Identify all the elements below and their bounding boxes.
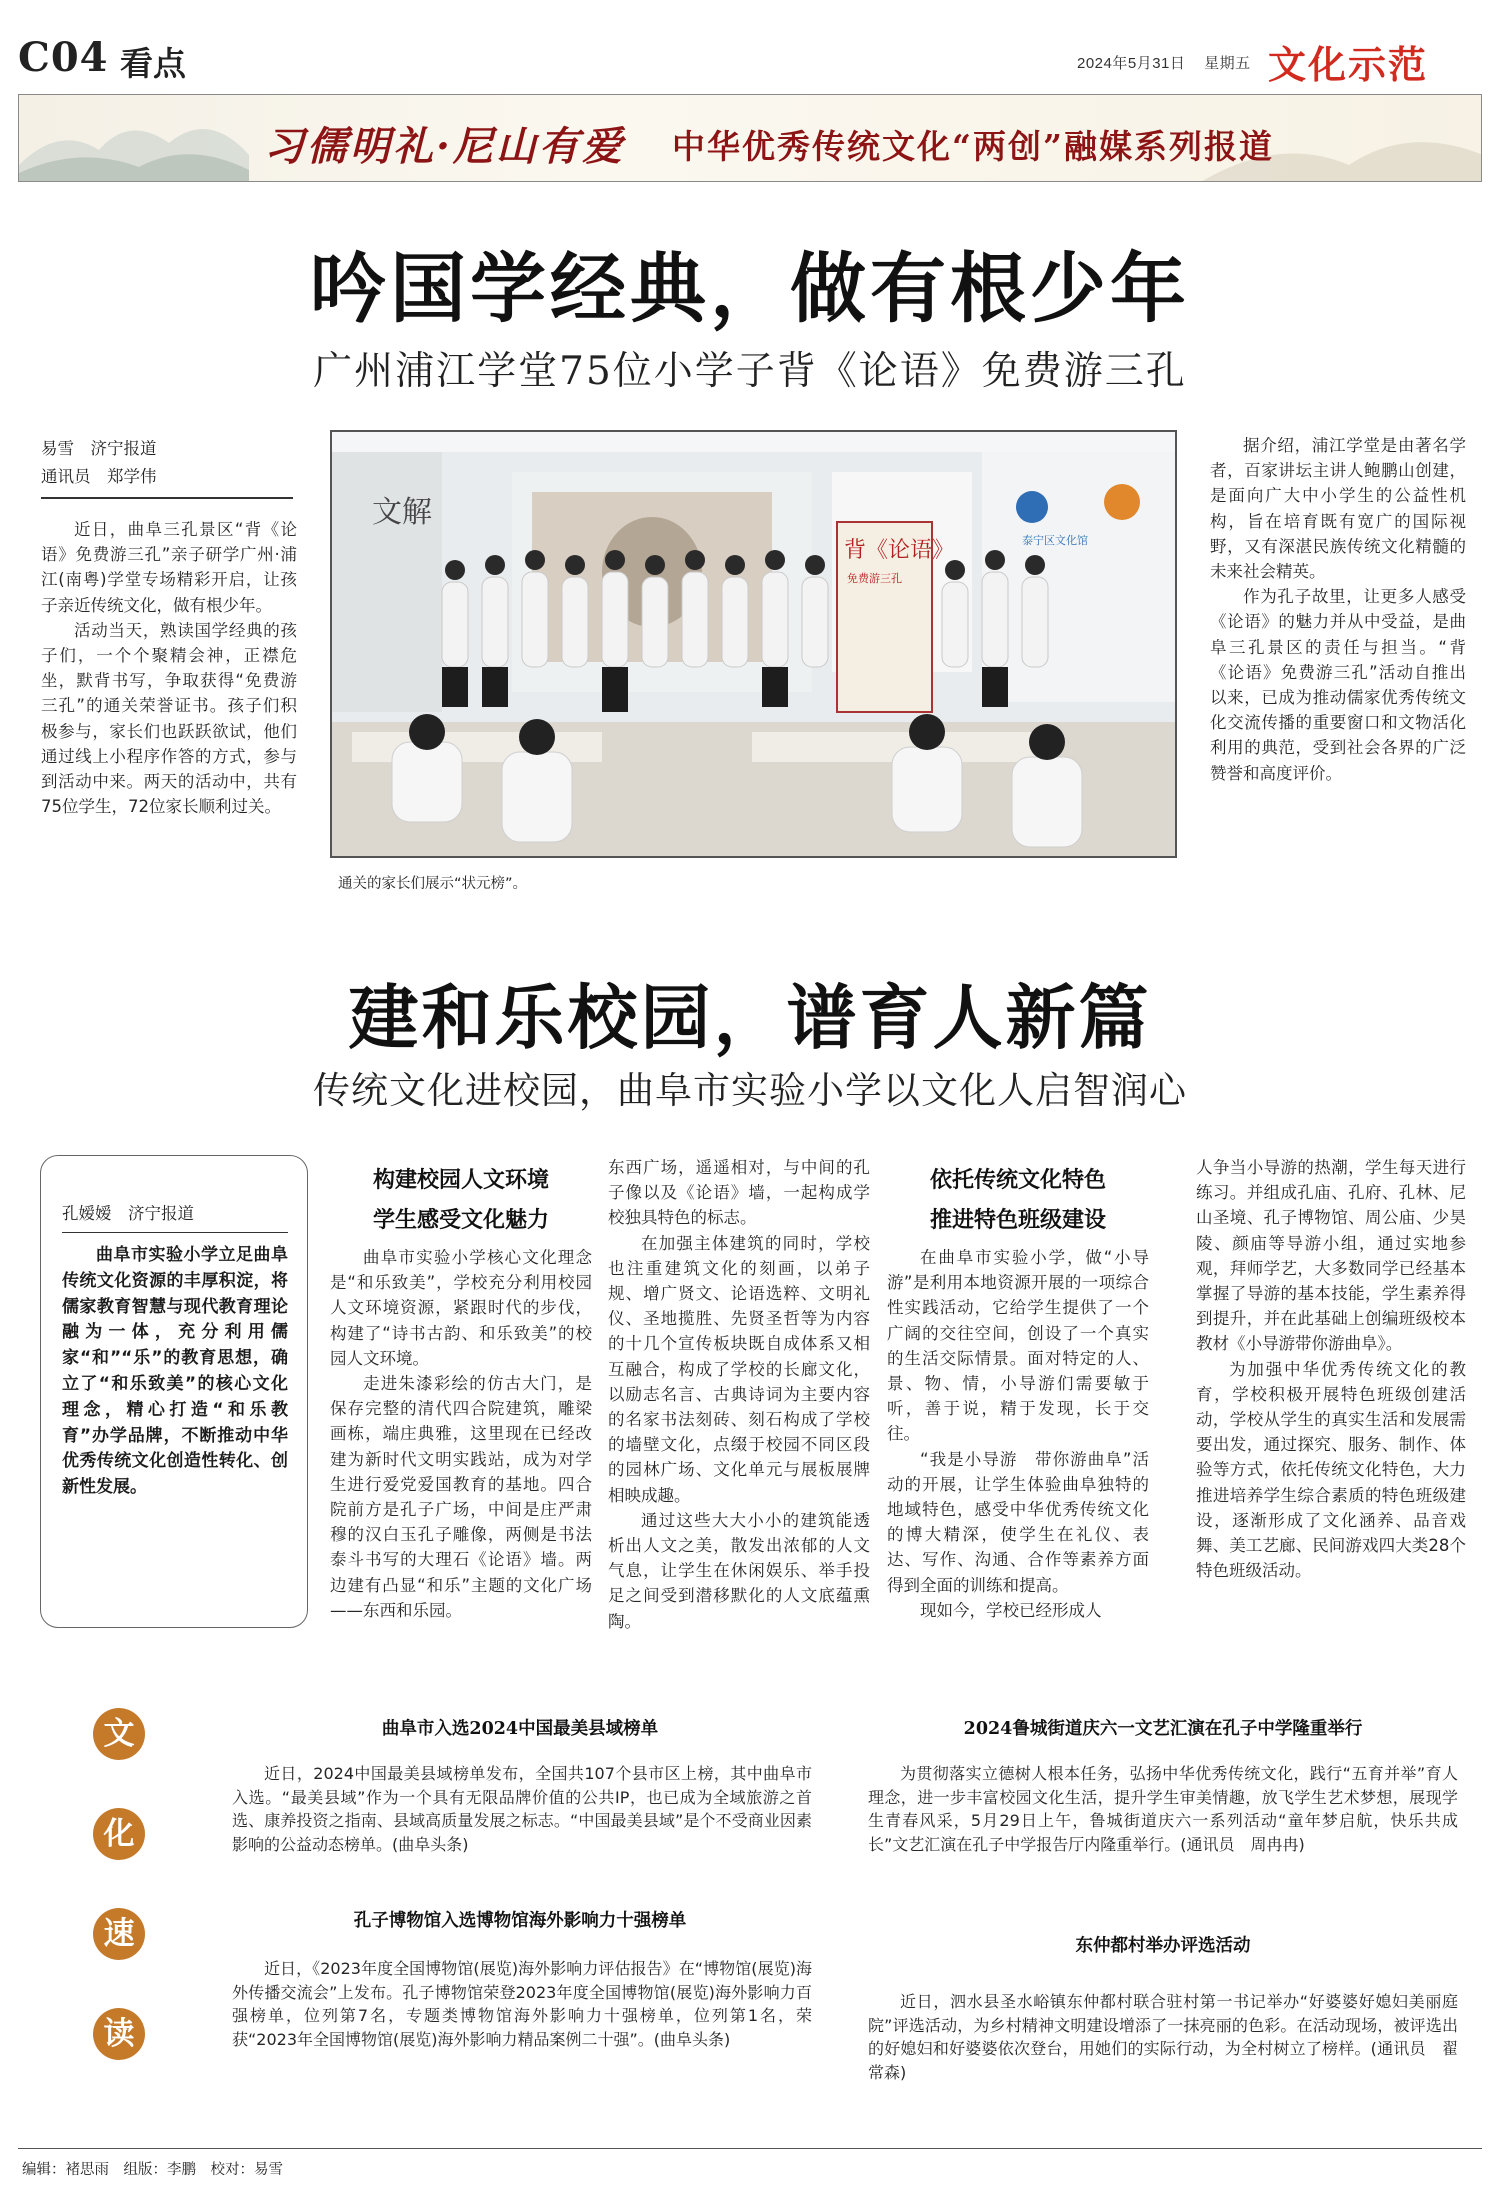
brief-title: 2024鲁城街道庆六一文艺汇演在孔子中学隆重举行 [963,1719,1363,1739]
headline-1: 吟国学经典，做有根少年 [310,244,1190,333]
digest-label-char: 文 [93,1708,145,1760]
paragraph: 现如今，学校已经形成人 [920,1600,1102,1620]
subheadline-1: 广州浦江学堂75位小学子背《论语》免费游三孔 [313,349,1187,394]
paragraph: 曲阜市实验小学核心文化理念是“和乐致美”，学校充分利用校园人文环境资源，紧跟时代的步伐，构建了“诗书古韵、和乐致美”的校园人文环境。 [330,1248,592,1368]
byline-correspondent: 通讯员 郑学伟 [41,467,157,486]
brief-text: 为贯彻落实立德树人根本任务，弘扬中华优秀传统文化，践行“五育并举”育人理念，进一步丰富校园文化生活，提升学生审美情趣，放飞学生艺术梦想，展现学生青春风采，5月29日上午，鲁城街道庆六一系列活动“童年梦启航，快乐共成长”文艺汇演在孔子中学报告厅内隆重举行。(通讯员 周冉冉) [868,1764,1458,1854]
article1-right-column [1210,433,1466,786]
brief-title: 曲阜市入选2024中国最美县域榜单 [381,1719,659,1739]
article2-column-3 [887,1245,1149,1623]
byline-2: 孔嫒嫒 济宁报道 [62,1204,194,1223]
editor-credits: 编辑：褚思雨 组版：李鹏 校对：易雪 [22,2162,283,2178]
board-subtitle: 免费游三孔 [847,572,902,585]
subhead-line: 构建校园人文环境 [372,1167,549,1193]
paragraph: 作为孔子故里，让更多人感受《论语》的魅力并从中受益，是曲阜三孔景区的责任与担当。“背《论语》免费游三孔”活动自推出以来，已成为推动儒家优秀传统文化交流传播的重要窗口和文物活化利用的典范，受到社会各界的广泛赞誉和高度评价。 [1210,587,1466,783]
article2-column-2 [608,1155,870,1634]
article2-column-4 [1196,1155,1466,1583]
digest-label-char: 化 [93,1808,145,1860]
date: 2024年5月31日 [1077,55,1186,72]
byline-reporter: 易雪 济宁报道 [41,439,157,458]
paragraph: “我是小导游 带你游曲阜”活动的开展，让学生体验曲阜独特的地域特色，感受中华优秀传统文化的博大精深，使学生在礼仪、表达、写作、沟通、合作等素养方面得到全面的训练和提高。 [887,1449,1149,1595]
paragraph: 近日，曲阜三孔景区“背《论语》免费游三孔”亲子研学广州·浦江(南粤)学堂专场精彩开启，让孩子亲近传统文化，做有根少年。 [41,520,297,615]
paragraph: 在加强主体建筑的同时，学校也注重建筑文化的刻画，以弟子规、增广贤文、论语选粹、文明礼仪、圣地揽胜、先贤圣哲等为内容的十几个宣传板块既自成体系又相互融合，构成了学校的长廊文化，以励志名言、古典诗词为主要内容的名家书法刻砖、刻石构成了学校的墙壁文化，点缀于校园不同区段的园林广场、文化单元与展板展牌相映成趣。 [608,1233,870,1505]
subhead-line: 推进特色班级建设 [929,1207,1106,1233]
digest-label-char: 速 [93,1908,145,1960]
paragraph: 为加强中华优秀传统文化的教育，学校积极开展特色班级创建活动，学校从学生的真实生活和发展需要出发，通过探究、服务、制作、体验等方式，依托传统文化特色，大力推进培养学生综合素质的特色班级建设，逐渐形成了文化涵养、品音戏舞、美工艺廊、民间游戏四大类28个特色班级活动。 [1196,1359,1466,1581]
board-title: 背《论语》 [844,538,955,563]
section-name: 看点 [120,44,186,83]
brief-text: 近日，《2023年度全国博物馆(展览)海外影响力评估报告》在“博物馆(展览)海外传播交流会”上发布。孔子博物馆荣登2023年度全国博物馆(展览)海外影响力百强榜单，位列第7名，专题类博物馆海外影响力十强榜单，位列第1名，荣获“2023年全国博物馆(展览)海外影响力精品案例二十强”。(曲阜头条) [232,1959,812,2049]
subhead-line: 学生感受文化魅力 [372,1207,549,1233]
headline-2: 建和乐校园，谱育人新篇 [348,976,1152,1059]
subhead-1 [330,1160,592,1240]
byline-1 [41,435,293,491]
brief-text: 近日，泗水县圣水峪镇东仲都村联合驻村第一书记举办“好婆婆好媳妇美丽庭院”评选活动，为乡村精神文明建设增添了一抹亮丽的色彩。在活动现场，被评选出的好媳妇和好婆婆依次登台，用她们的实际行动，为全村树立了榜样。(通讯员 翟常森) [868,1992,1458,2082]
subhead-line: 依托传统文化特色 [929,1167,1106,1193]
paragraph: 据介绍，浦江学堂是由著名学者，百家讲坛主讲人鲍鹏山创建，是面向广大中小学生的公益性机构，旨在培育既有宽广的国际视野，又有深湛民族传统文化精髓的未来社会精英。 [1210,436,1466,582]
paragraph: 通过这些大大小小的建筑能透析出人文之美，散发出浓郁的人文气息，让学生在休闲娱乐、举手投足之间受到潜移默化的人文底蕴熏陶。 [608,1510,870,1631]
news-photo [330,430,1177,858]
photo-caption: 通关的家长们展示“状元榜”。 [338,876,528,892]
series-banner [18,94,1482,182]
article1-left-column [41,517,297,819]
subheadline-2: 传统文化进校园，曲阜市实验小学以文化人启智润心 [313,1069,1187,1112]
page-number: C04 [18,34,109,81]
brief-title: 孔子博物馆入选博物馆海外影响力十强榜单 [353,1911,687,1931]
brief-text: 近日，2024中国最美县域榜单发布，全国共107个县市区上榜，其中曲阜市入选。“最美县域”作为一个具有无限品牌价值的公共IP，也已成为全域旅游之首选、康养投资之指南、县域高质量发展之标志。“中国最美县域”是个不受商业因素影响的公益动态榜单。(曲阜头条) [232,1764,812,1854]
wall-calligraphy: 文解 [372,495,432,530]
brief-title: 东仲都村举办评选活动 [1075,1936,1251,1956]
paragraph: 在曲阜市实验小学，做“小导游”是利用本地资源开展的一项综合性实践活动，它给学生提供了一个广阔的交往空间，创设了一个真实的生活交际情景。面对特定的人、景、物、情，小导游们需要敏于听，善于说，精于发现，长于交往。 [887,1248,1149,1444]
digest-label-char: 读 [93,2008,145,2060]
wall-logo-text: 泰宁区文化馆 [1022,534,1088,547]
paragraph: 东西广场，遥遥相对，与中间的孔子像以及《论语》墙，一起构成学校独具特色的标志。 [608,1158,870,1228]
paragraph: 人争当小导游的热潮，学生每天进行练习。并组成孔庙、孔府、孔林、尼山圣境、孔子博物馆、周公庙、少昊陵、颜庙等导游小组，通过实地参观，拜师学艺，大多数同学已经基本掌握了导游的基本技能，学生素养得到提升，并在此基础上创编班级校本教材《小导游带你游曲阜》。 [1196,1158,1466,1354]
subhead-2 [887,1160,1149,1240]
byline-divider [41,497,293,499]
paragraph: 活动当天，熟读国学经典的孩子们，一个个聚精会神，正襟危坐，默背书写，争取获得“免费游三孔”的通关荣誉证书。孩子们积极参与，家长们也跃跃欲试，他们通过线上小程序作答的方式，参与到活动中来。两天的活动中，共有75位学生，72位家长顺利过关。 [41,620,297,817]
footer-divider [18,2148,1482,2149]
classroom-photo-illustration [332,432,1177,858]
weekday: 星期五 [1204,55,1251,72]
byline-divider [62,1232,288,1233]
article2-column-1 [330,1245,592,1623]
banner-series-title: 中华优秀传统文化“两创”融媒系列报道 [672,127,1274,166]
article2-intro: 曲阜市实验小学立足曲阜传统文化资源的丰厚积淀，将儒家教育智慧与现代教育理论融为一体，充分利用儒家“和”“乐”的教育思想，确立了“和乐致美”的核心文化理念，精心打造“和乐教育”办学品牌，不断推动中华优秀传统文化创造性转化、创新性发展。 [62,1245,288,1498]
issue-date [1077,52,1251,73]
paragraph: 走进朱漆彩绘的仿古大门，是保存完整的清代四合院建筑，雕梁画栋，端庄典雅，这里现在已经改建为新时代文明实践站，成为对学生进行爱党爱国教育的基地。四合院前方是孔子广场，中间是庄严肃穆的汉白玉孔子雕像，两侧是书法泰斗书写的大理石《论语》墙。两边建有凸显“和乐”主题的文化广场——东西和乐园。 [330,1374,592,1620]
banner-slogan: 习儒明礼·尼山有爱 [264,123,625,170]
brand-logo: 文化示范 [1268,42,1429,87]
